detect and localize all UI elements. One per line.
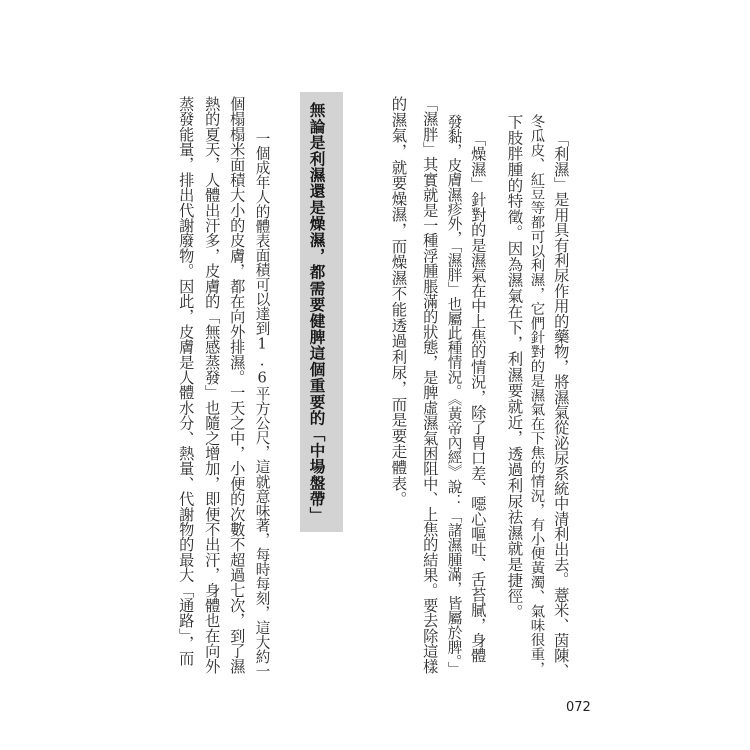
- text-column: 「利濕」是用具有利尿作用的藥物，將濕氣從泌尿系統中清利出去。薏米、茵陳、: [552, 131, 571, 679]
- page-number: 072: [566, 700, 591, 715]
- text-column: 一個成年人的體表面積可以達到1.6平方公尺，這就意味著，每時每刻，這大約一: [253, 131, 271, 679]
- text-column: 「濕胖」其實就是一種浮腫脹滿的狀態，是脾虛濕氣困阻中、上焦的結果。要去除這樣: [421, 96, 440, 674]
- section-heading-text: 無論是利濕還是燥濕，都需要健脾這個重要的「中場盤帶」: [307, 102, 326, 524]
- text-column: 蒸發能量，排出代謝廢物。因此，皮膚是人體水分、熱量、代謝物的最大「通路」，而: [177, 96, 196, 666]
- text-column: 個榻榻米面積大小的皮膚，都在向外排濕。一天之中，小便的次數不超過七次，到了濕: [228, 96, 247, 674]
- text-column: 發黏，皮膚濕疹外，「濕胖」也屬此種情況。《黃帝內經》說：「諸濕腫滿，皆屬於脾。」: [445, 114, 463, 677]
- section-heading: [300, 92, 343, 532]
- text-column: 「燥濕」針對的是濕氣在中上焦的情況，除了胃口差、噁心嘔吐、舌苔膩，身體: [469, 131, 488, 663]
- text-column: 冬瓜皮、紅豆等都可以利濕，它們針對的是濕氣在下焦的情況，有小便黃濁、氣味很重，: [528, 114, 545, 676]
- text-column: 的濕氣，就要燥濕，而燥濕不能透過利尿，而是要走體表。: [389, 96, 408, 507]
- text-column: 下肢胖腫的特徵。因為濕氣在下，利濕要就近，透過利尿祛濕就是捷徑。: [505, 114, 524, 620]
- text-column: 熱的夏天，人體出汗多，皮膚的「無感蒸發」也隨之增加，即便不出汗，身體也在向外: [203, 96, 222, 674]
